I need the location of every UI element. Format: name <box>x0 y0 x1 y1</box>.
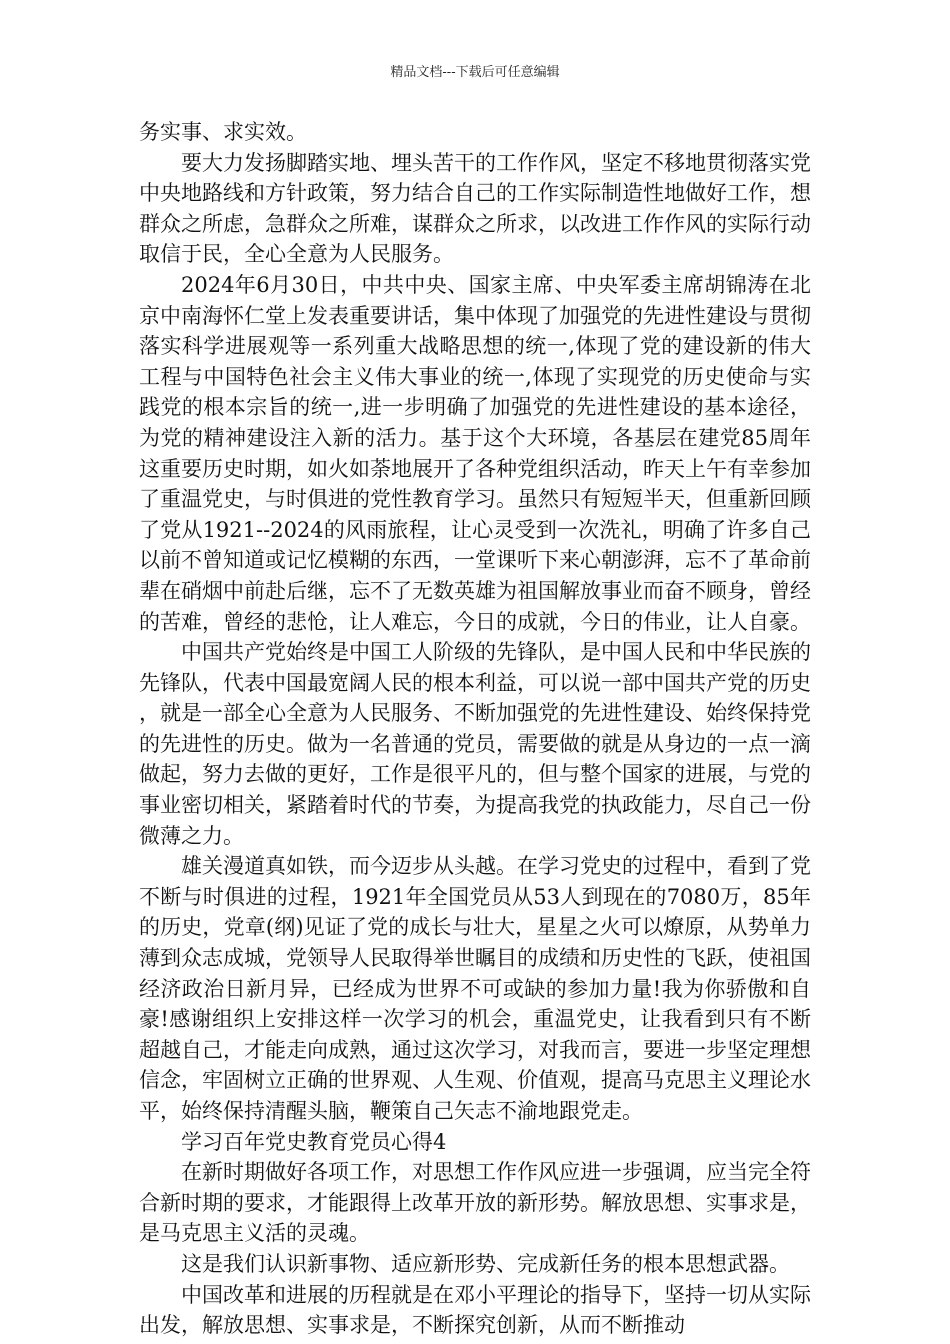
paragraph-7: 这是我们认识新事物、适应新形势、完成新任务的根本思想武器。 <box>181 1251 790 1276</box>
paragraph-2: 要大力发扬脚踏实地、埋头苦干的工作作风，坚定不移地贯彻落实党中央地路线和方针政策，努力结合自己的工作实际制造性地做好工作，想群众之所虑，急群众之所难，谋群众之所求，以改进工作作风的实际行动取信于民，全心全意为人民服务。 <box>139 150 811 267</box>
paragraph-5: 雄关漫道真如铁，而今迈步从头越。在学习党史的过程中，看到了党不断与时俱进的过程，1921年全国党员从53人到现在的7080万，85年的历史，党章(纲)见证了党的成长与壮大，星星之火可以燎原，从势单力薄到众志成城，党领导人民取得举世瞩目的成绩和历史性的飞跃，使祖国经济政治日新月异，已经成为世界不可或缺的参加力量!我为你骄傲和自豪!感谢组织上安排这样一次学习的机会，重温党史，让我看到只有不断超越自己，才能走向成熟，通过这次学习，对我而言，要进一步坚定理想信念，牢固树立正确的世界观、人生观、价值观，提高马克思主义理论水平，始终保持清醒头脑，鞭策自己矢志不渝地跟党走。 <box>139 854 811 1123</box>
document-body <box>139 117 811 1341</box>
paragraph-8: 中国改革和进展的历程就是在邓小平理论的指导下，坚持一切从实际出发，解放思想、实事求是，不断探究创新，从而不断推动 <box>139 1282 811 1338</box>
paragraph-3: 2024年6月30日，中共中央、国家主席、中央军委主席胡锦涛在北京中南海怀仁堂上发表重要讲话，集中体现了加强党的先进性建设与贯彻落实科学进展观等一系列重大战略思想的统一,体现了党的建设新的伟大工程与中国特色社会主义伟大事业的统一,体现了实现党的历史使命与实践党的根本宗旨的统一,进一步明确了加强党的先进性建设的基本途径，为党的精神建设注入新的活力。基于这个大环境，各基层在建党85周年这重要历史时期，如火如荼地展开了各种党组织活动，昨天上午有幸参加了重温党史，与时俱进的党性教育学习。虽然只有短短半天，但重新回顾了党从1921--2024的风雨旅程，让心灵受到一次洗礼，明确了许多自己以前不曾知道或记忆模糊的东西，一堂课听下来心朝澎湃，忘不了革命前辈在硝烟中前赴后继，忘不了无数英雄为祖国解放事业而奋不顾身，曾经的苦难，曾经的悲怆，让人难忘，今日的成就，今日的伟业，让人自豪。 <box>139 272 811 634</box>
paragraph-6: 在新时期做好各项工作，对思想工作作风应进一步强调，应当完全符合新时期的要求，才能跟得上改革开放的新形势。解放思想、实事求是，是马克思主义活的灵魂。 <box>139 1160 811 1246</box>
paragraph-4: 中国共产党始终是中国工人阶级的先锋队，是中国人民和中华民族的先锋队，代表中国最宽阔人民的根本利益，可以说一部中国共产党的历史，就是一部全心全意为人民服务、不断加强党的先进性建设、始终保持党的先进性的历史。做为一名普通的党员，需要做的就是从身边的一点一滴做起，努力去做的更好，工作是很平凡的，但与整个国家的进展，与党的事业密切相关，紧踏着时代的节奏，为提高我党的执政能力，尽自己一份微薄之力。 <box>139 640 811 848</box>
paragraph-1: 务实事、求实效。 <box>139 120 307 144</box>
page-header: 精品文档---下载后可任意编辑 <box>390 65 560 80</box>
section-heading: 学习百年党史教育党员心得4 <box>181 1129 447 1154</box>
